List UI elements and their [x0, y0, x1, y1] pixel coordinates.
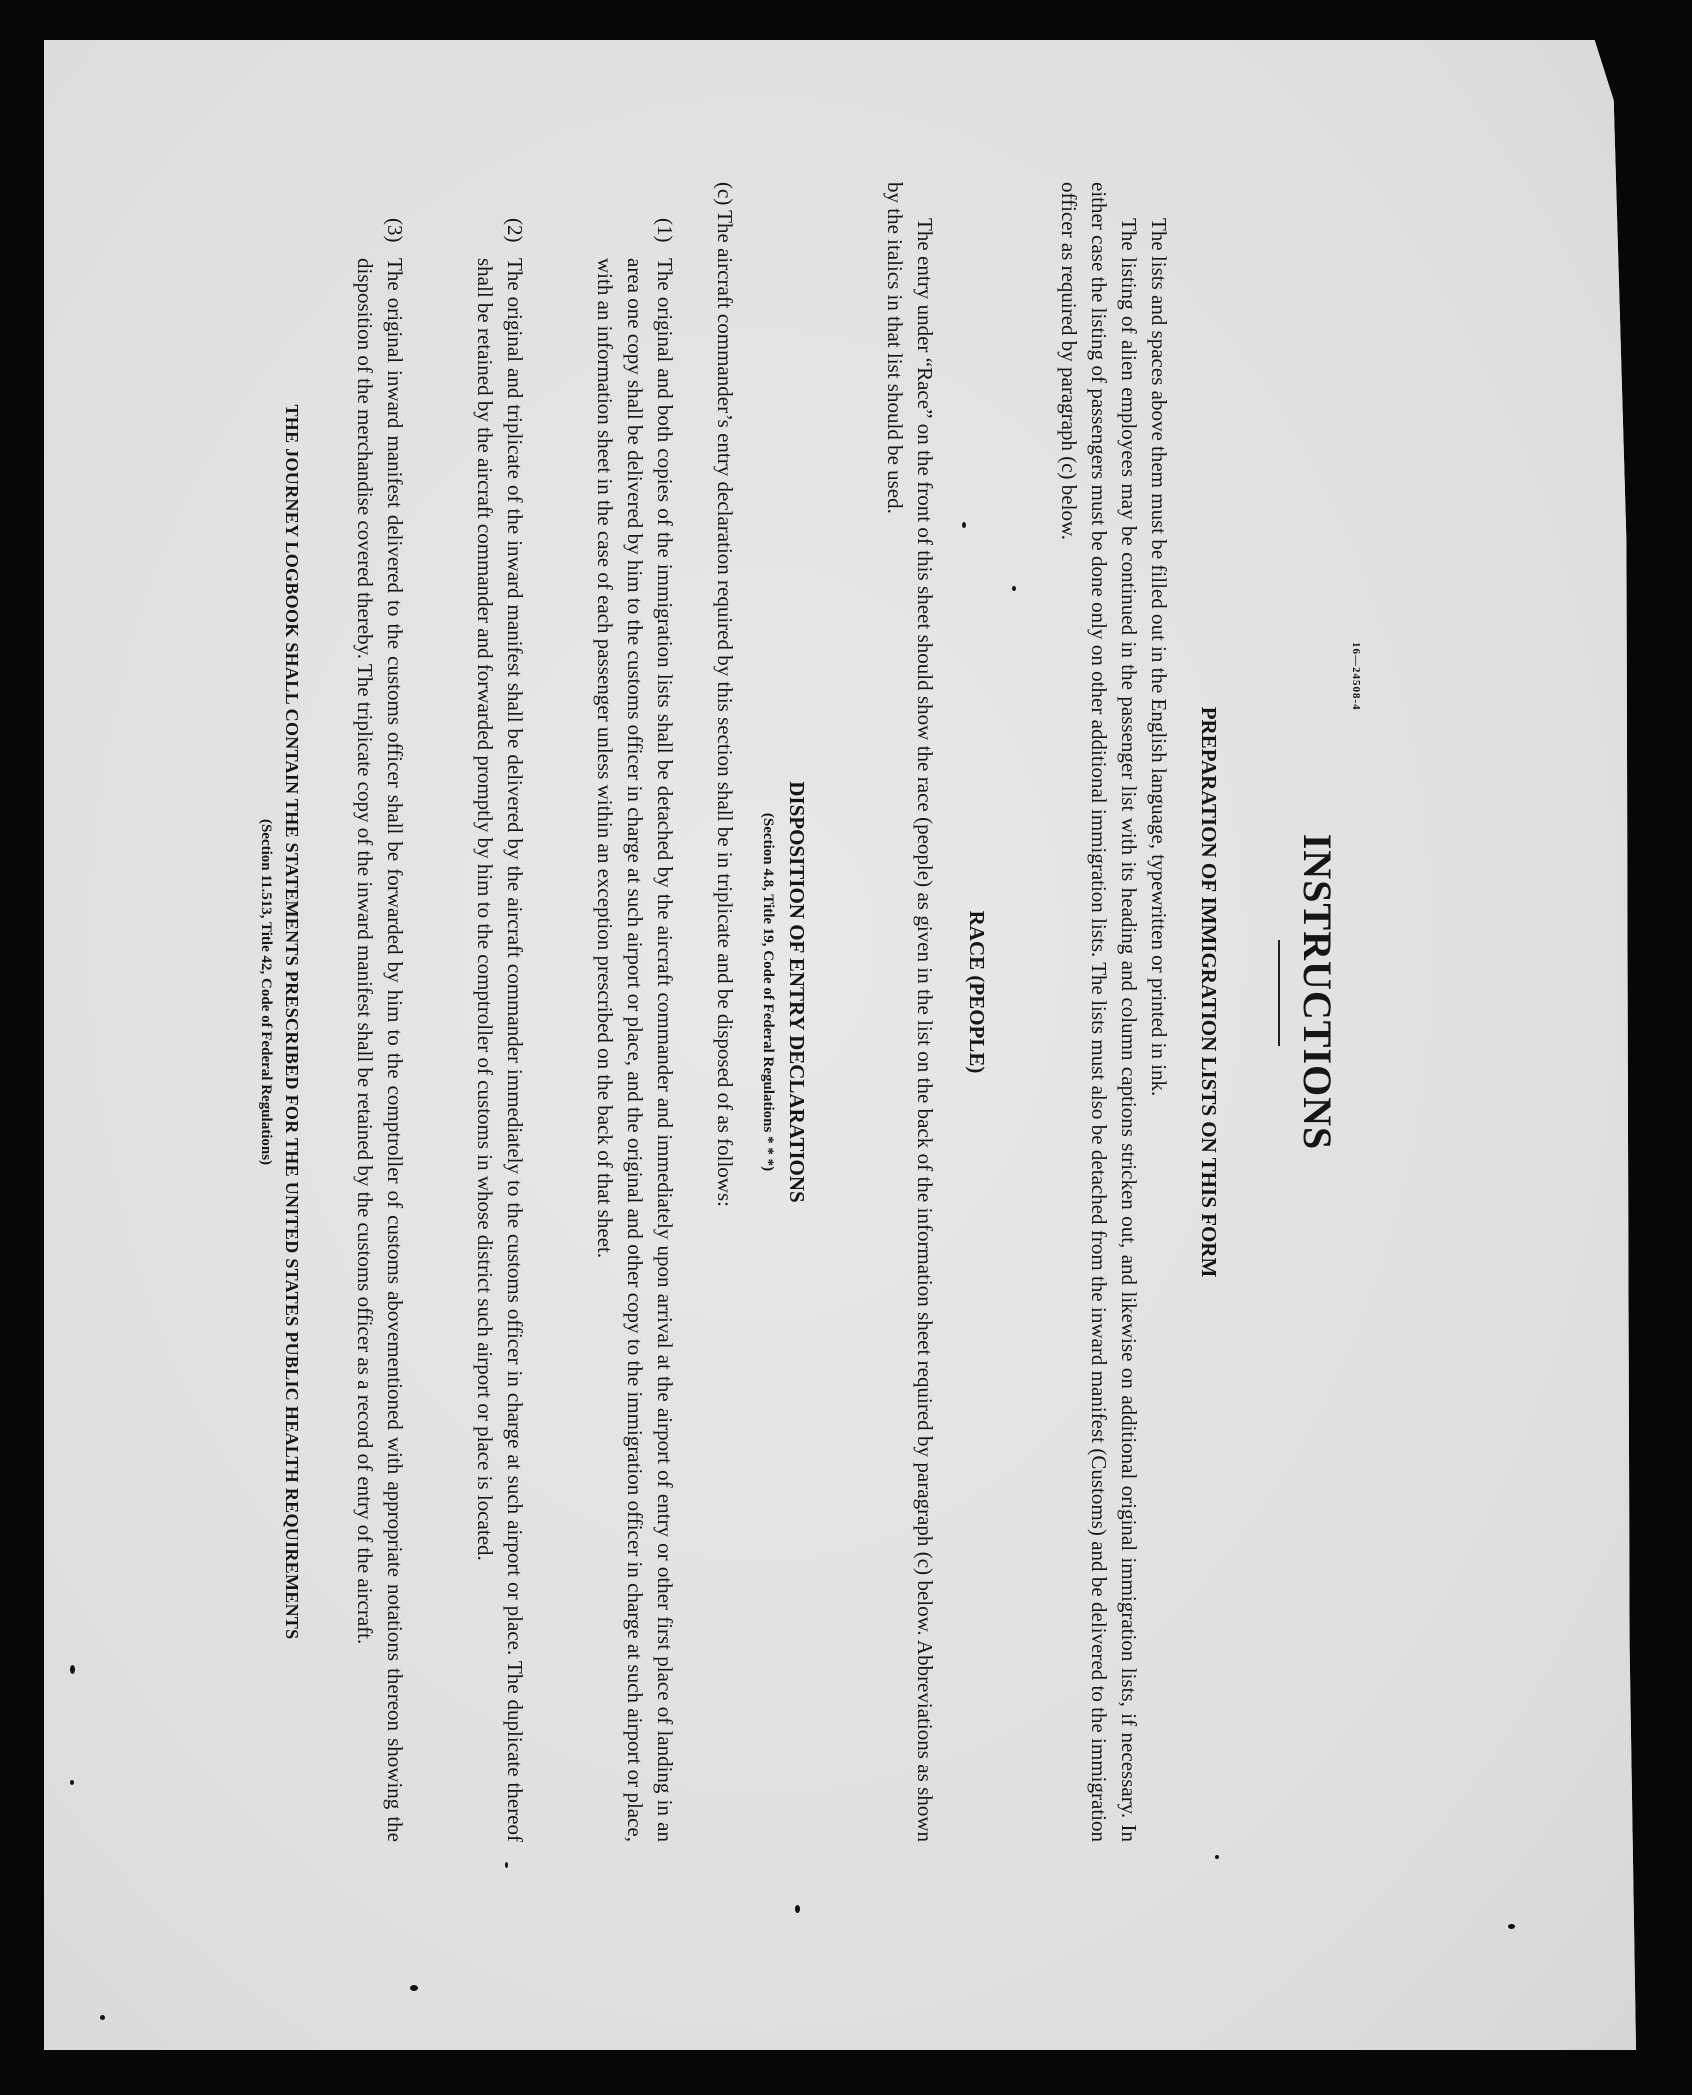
- form-number: 16—24508-4: [1350, 642, 1362, 711]
- rotated-content: [258, 82, 1362, 1902]
- item-number: (2): [503, 218, 527, 243]
- race-paragraph: The entry under “Race” on the front of this sheet should show the race (people) as given in the list on the back of the information sheet required by paragraph (c) below. Abbreviations as shown by the italics in that list should be used.: [883, 182, 937, 1842]
- disposition-item-2: [470, 218, 530, 1842]
- disposition-item-1: [590, 218, 680, 1842]
- page-title: INSTRUCTIONS: [1295, 833, 1340, 1151]
- item-text: The original and triplicate of the inward manifest shall be delivered by the aircraft commander immediately to the customs officer in charge at such airport or place. The duplicate thereof shall be retained by the aircraft commander and forwarded promptly by him to the comptroller of customs in whose district such airport or place is located.: [473, 258, 527, 1842]
- disposition-intro: (c) The aircraft commander’s entry declaration required by this section shall be in triplicate and be disposed of as follows:: [713, 182, 737, 1207]
- disposition-heading: DISPOSITION OF ENTRY DECLARATIONS: [785, 781, 809, 1203]
- dust-speck: [1508, 1924, 1515, 1929]
- disposition-citation: (Section 4.8, Title 19, Code of Federal Regulations * * *): [760, 812, 776, 1172]
- item-number: (3): [383, 218, 407, 243]
- preparation-paragraph-2: The listing of alien employees may be continued in the passenger list with its heading and column captions stricken out, and likewise on additional original immigration lists, if necessary. In either case the listing of passengers must be done only on other additional immigration lists. The lists must also be detached from the inward manifest (Customs) and be delivered to the immigration officer as required by paragraph (c) below.: [1057, 182, 1141, 1842]
- footer-citation: (Section 11.513, Title 42, Code of Federal Regulations): [258, 818, 274, 1166]
- race-heading: RACE (PEOPLE): [965, 910, 989, 1074]
- title-underline: [1278, 940, 1280, 1046]
- dust-speck: [1215, 1855, 1219, 1859]
- dust-speck: [100, 2015, 105, 2020]
- preparation-heading: PREPARATION OF IMMIGRATION LISTS ON THIS FORM: [1197, 706, 1221, 1278]
- dust-speck: [410, 1985, 418, 1991]
- disposition-item-3: [350, 218, 410, 1842]
- dust-speck: [70, 1780, 74, 1785]
- item-text: The original and both copies of the immigration lists shall be detached by the aircraft commander and immediately upon arrival at the airport of entry or other first place of landing in an area one copy shall be delivered by him to the customs officer in charge at such airport or place, and the original and other copy to the immigration officer in charge at such airport or place, with an information sheet in the case of each passenger unless within an exception prescribed on the back of that sheet.: [593, 258, 677, 1842]
- footer-requirement: THE JOURNEY LOGBOOK SHALL CONTAIN THE STATEMENTS PRESCRIBED FOR THE UNITED STATES PUBLIC HEALTH REQUIREMENTS: [282, 404, 302, 1640]
- preparation-paragraph-1: The lists and spaces above them must be filled out in the English language, typewritten or printed in ink.: [1147, 218, 1171, 1097]
- item-number: (1): [653, 218, 677, 243]
- dust-speck: [962, 522, 966, 528]
- dust-speck: [505, 1862, 508, 1868]
- dust-speck: [70, 1665, 75, 1674]
- dust-speck: [1012, 586, 1016, 591]
- dust-speck: [795, 1905, 800, 1913]
- item-text: The original inward manifest delivered to the customs officer shall be forwarded by him to the comptroller of customs abovementioned with appropriate notations thereon showing the disposition of the merchandise covered thereby. The triplicate copy of the inward manifest shall be retained by the customs officer as a record of entry of the aircraft.: [353, 258, 407, 1842]
